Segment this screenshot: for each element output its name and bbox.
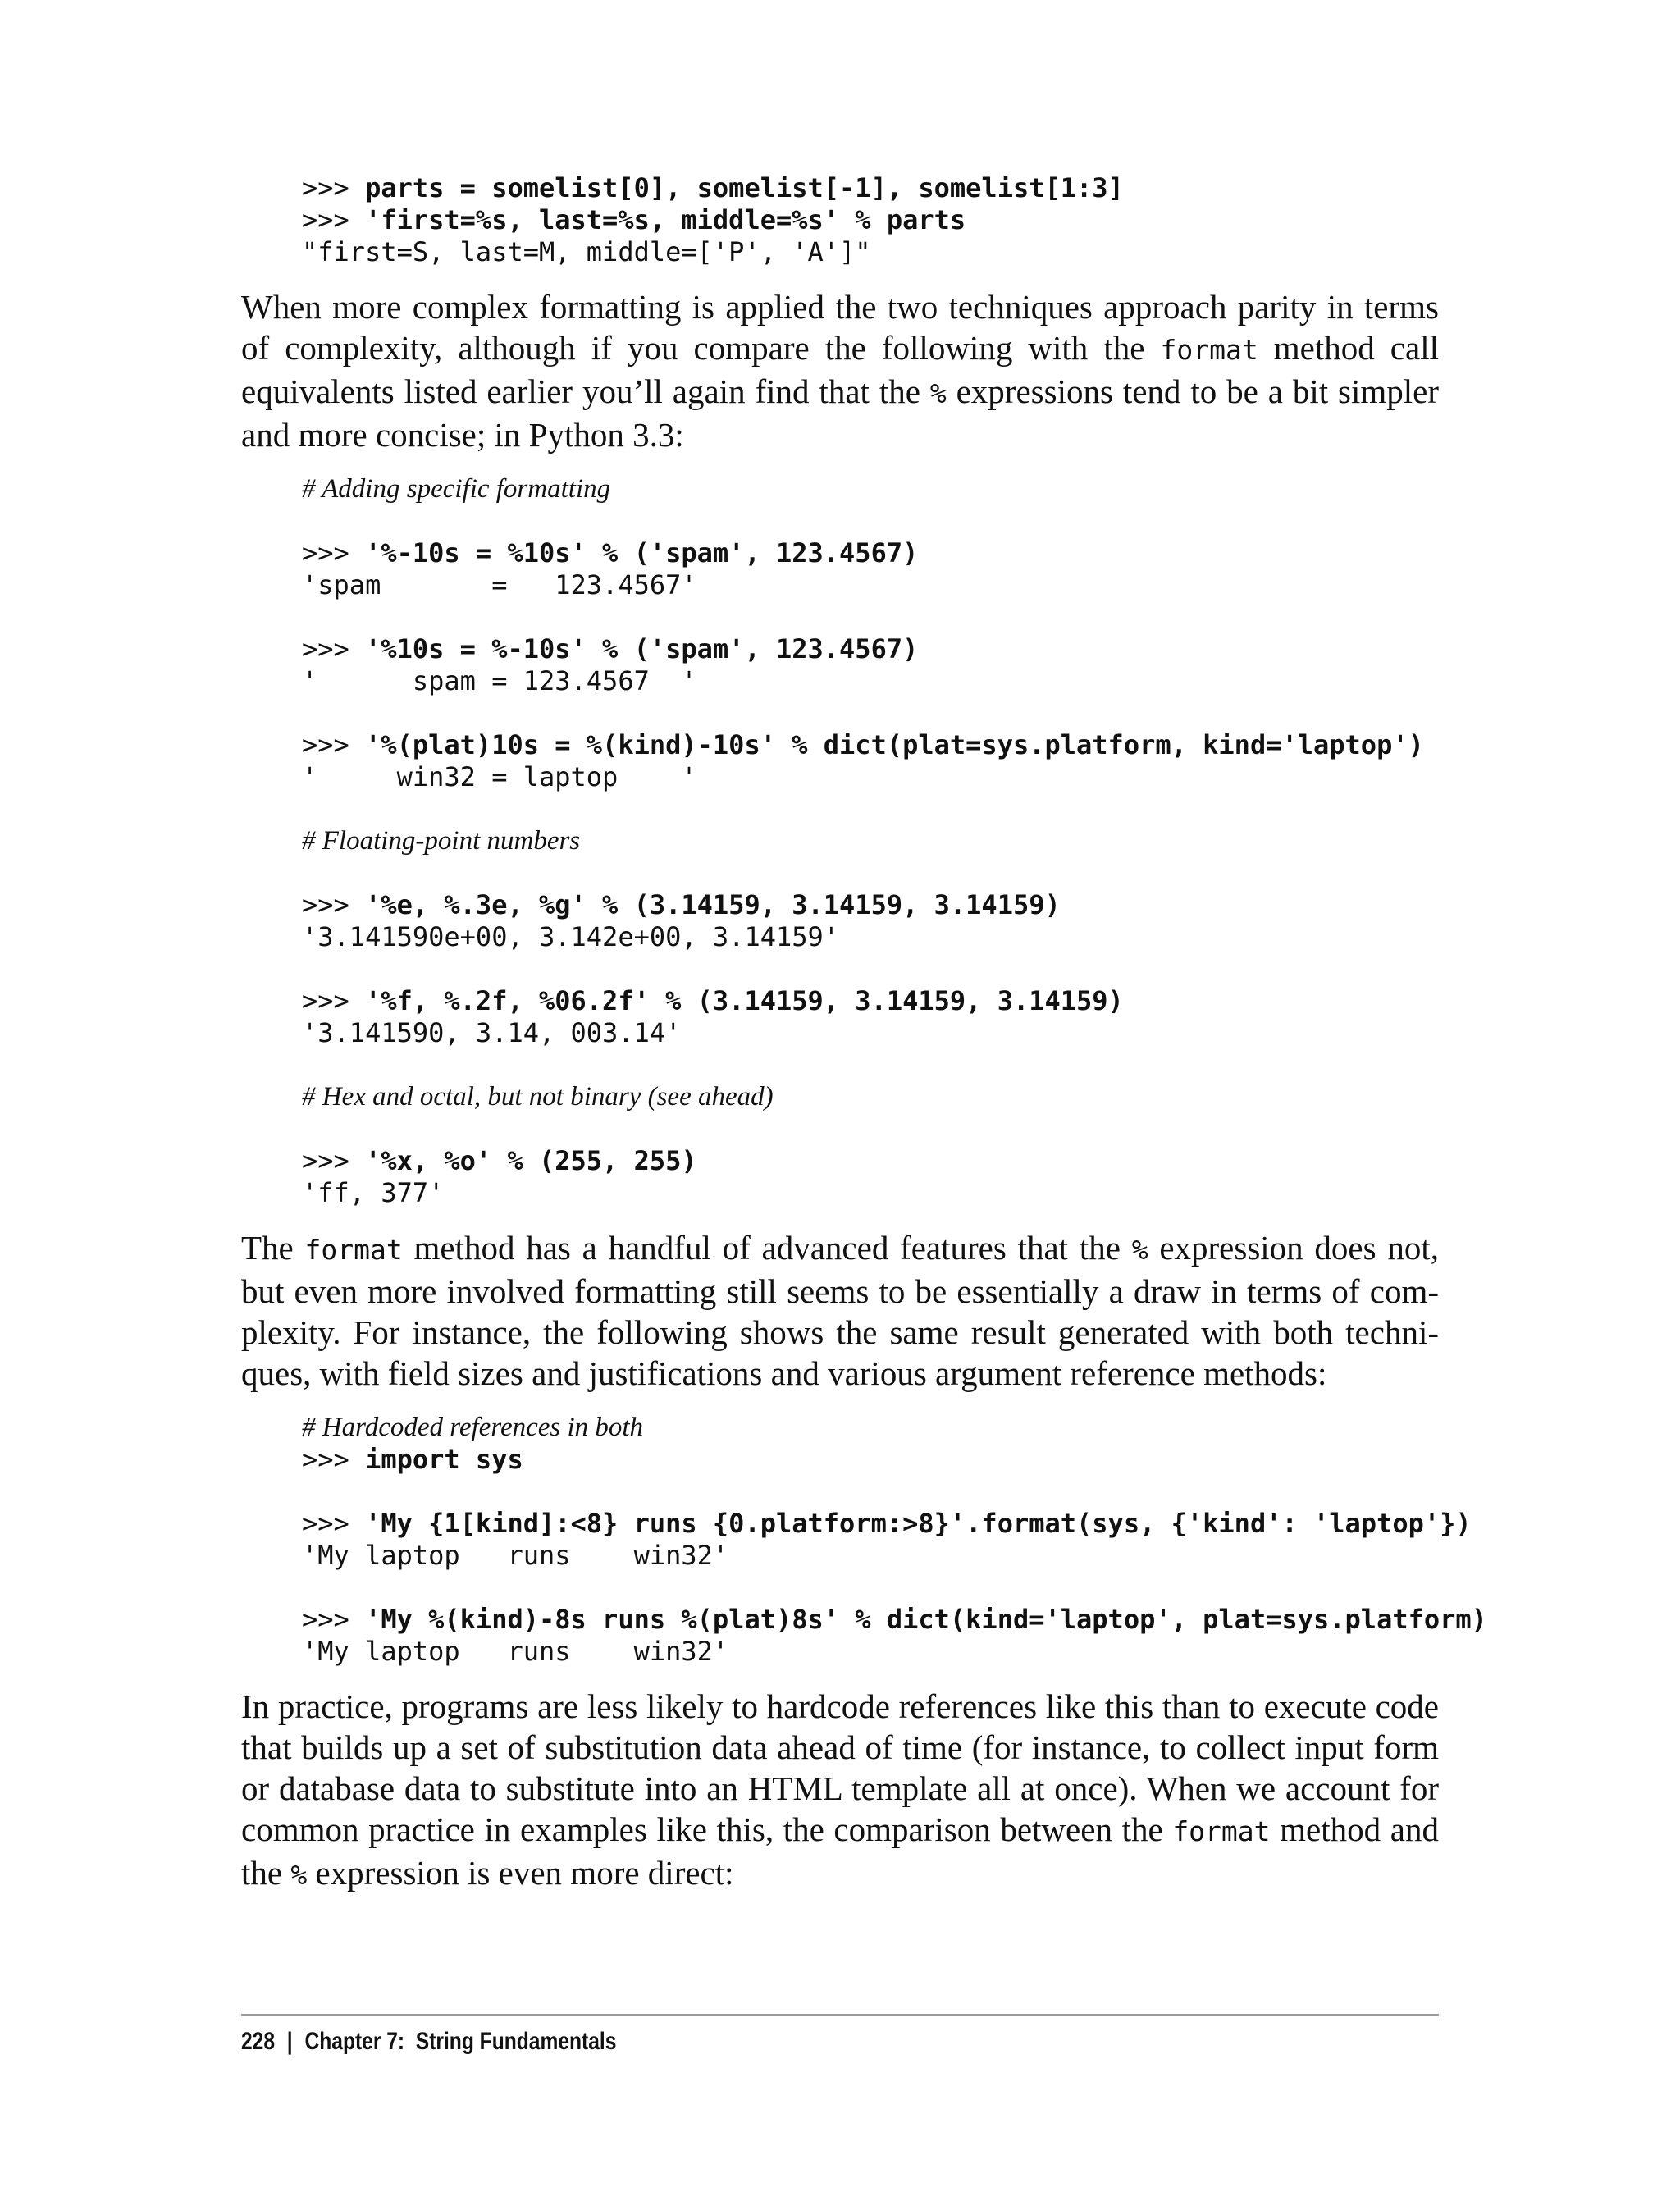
prompt: >>> <box>302 172 366 203</box>
code-comment: # Hardcoded references in both <box>302 1413 644 1442</box>
prompt: >>> <box>302 1145 366 1176</box>
blank-line <box>302 505 1439 537</box>
code-input: '%10s = %-10s' % ('spam', 123.4567) <box>365 633 919 664</box>
code-line <box>302 1145 1439 1177</box>
chapter-title: Chapter 7: String Fundamentals <box>304 2028 617 2055</box>
paragraph <box>241 1686 1439 1896</box>
code-output: "first=S, last=M, middle=['P', 'A']" <box>302 236 871 267</box>
code-block <box>302 1412 1487 1668</box>
footer-divider <box>241 2014 1439 2016</box>
code-input: '%(plat)10s = %(kind)-10s' % dict(plat=sys.platform, kind='laptop') <box>365 729 1424 760</box>
code-input: parts = somelist[0], somelist[-1], somelist[1:3] <box>365 172 1124 203</box>
code-line <box>302 889 1439 921</box>
blank-line <box>302 1572 1439 1604</box>
prompt: >>> <box>302 633 366 664</box>
inline-code: format <box>304 1234 403 1266</box>
code-line <box>302 729 1439 761</box>
page-content <box>241 172 1487 1914</box>
blank-line <box>302 953 1439 985</box>
blank-line <box>302 1113 1439 1145</box>
code-input: import sys <box>365 1444 523 1475</box>
code-output: 'spam = 123.4567' <box>302 569 697 600</box>
page-footer <box>241 2028 616 2056</box>
prompt: >>> <box>302 1508 366 1539</box>
code-line <box>302 537 1439 569</box>
code-output: 'My laptop runs win32' <box>302 1636 729 1667</box>
blank-line <box>302 697 1439 729</box>
text-run: expression is even more direct: <box>307 1854 734 1892</box>
code-block <box>302 473 1439 1209</box>
code-output: ' win32 = laptop ' <box>302 761 697 792</box>
code-block <box>302 172 1439 268</box>
code-input: '%f, %.2f, %06.2f' % (3.14159, 3.14159, 3.14159) <box>365 985 1124 1016</box>
paragraph <box>241 286 1439 455</box>
paragraph <box>241 1227 1439 1394</box>
inline-code: format <box>1160 334 1258 366</box>
code-output: '3.141590e+00, 3.142e+00, 3.14159' <box>302 921 840 952</box>
code-line <box>302 236 1439 268</box>
blank-line <box>302 857 1439 889</box>
code-input: 'My %(kind)-8s runs %(plat)8s' % dict(kind='laptop', plat=sys.platform) <box>365 1604 1487 1635</box>
blank-line <box>302 793 1439 825</box>
code-comment: # Adding specific formatting <box>302 474 611 504</box>
code-line <box>302 204 1439 236</box>
text-run: expressions tend to be a bit simpler and more concise; in Python 3.3: <box>241 372 1439 454</box>
code-comment: # Floating-point numbers <box>302 826 581 856</box>
code-output: 'My laptop runs win32' <box>302 1540 729 1571</box>
text-run: The <box>241 1229 305 1267</box>
prompt: >>> <box>302 1444 366 1475</box>
inline-code: % <box>290 1859 308 1891</box>
prompt: >>> <box>302 729 366 760</box>
code-line <box>302 1444 1439 1476</box>
prompt: >>> <box>302 1604 366 1635</box>
code-output: '3.141590, 3.14, 003.14' <box>302 1017 682 1048</box>
code-line <box>302 172 1439 204</box>
prompt: >>> <box>302 889 366 920</box>
text-run: When more complex formatting is applied the two techniques approach parity in terms of complexity, although if you compare the following with the <box>241 288 1439 367</box>
blank-line <box>302 601 1439 633</box>
code-line <box>302 1508 1472 1540</box>
blank-line <box>302 1049 1439 1081</box>
inline-code: % <box>929 377 947 409</box>
text-run: method and the <box>241 1810 1439 1892</box>
prompt: >>> <box>302 204 366 235</box>
code-output: 'ff, 377' <box>302 1177 445 1208</box>
code-output: ' spam = 123.4567 ' <box>302 665 697 696</box>
blank-line <box>302 1476 1439 1508</box>
code-line <box>302 985 1439 1017</box>
prompt: >>> <box>302 537 366 568</box>
code-input: '%x, %o' % (255, 255) <box>365 1145 697 1176</box>
code-input: '%-10s = %10s' % ('spam', 123.4567) <box>365 537 919 568</box>
footer-separator: | <box>286 2028 293 2055</box>
code-line <box>302 1604 1487 1636</box>
text-run: expression does not, but even more involved formatting still seems to be essentially a draw in terms of complexity. For instance, the following shows the same result generated with both techniques, with field sizes and justifications and various argument reference methods: <box>241 1229 1439 1392</box>
inline-code: format <box>1172 1815 1271 1847</box>
text-run: In practice, programs are less likely to hardcode references like this than to execute code that builds up a set of substitution data ahead of time (for instance, to collect input form or database data to substitute into an HTML template all at once). When we account for common practice in examples like this, the comparison between the <box>241 1687 1439 1848</box>
code-input: '%e, %.3e, %g' % (3.14159, 3.14159, 3.14159) <box>365 889 1061 920</box>
text-run: method call equivalents listed earlier you’ll again find that the <box>241 329 1439 410</box>
inline-code: % <box>1131 1234 1148 1266</box>
code-input: 'My {1[kind]:<8} runs {0.platform:>8}'.format(sys, {'kind': 'laptop'}) <box>365 1508 1472 1539</box>
prompt: >>> <box>302 985 366 1016</box>
text-run: method has a handful of advanced features that the <box>402 1229 1132 1267</box>
code-line <box>302 633 1439 665</box>
code-input: 'first=%s, last=%s, middle=%s' % parts <box>365 204 966 235</box>
code-comment: # Hex and octal, but not binary (see ahead) <box>302 1082 774 1112</box>
page-number: 228 <box>241 2028 276 2055</box>
